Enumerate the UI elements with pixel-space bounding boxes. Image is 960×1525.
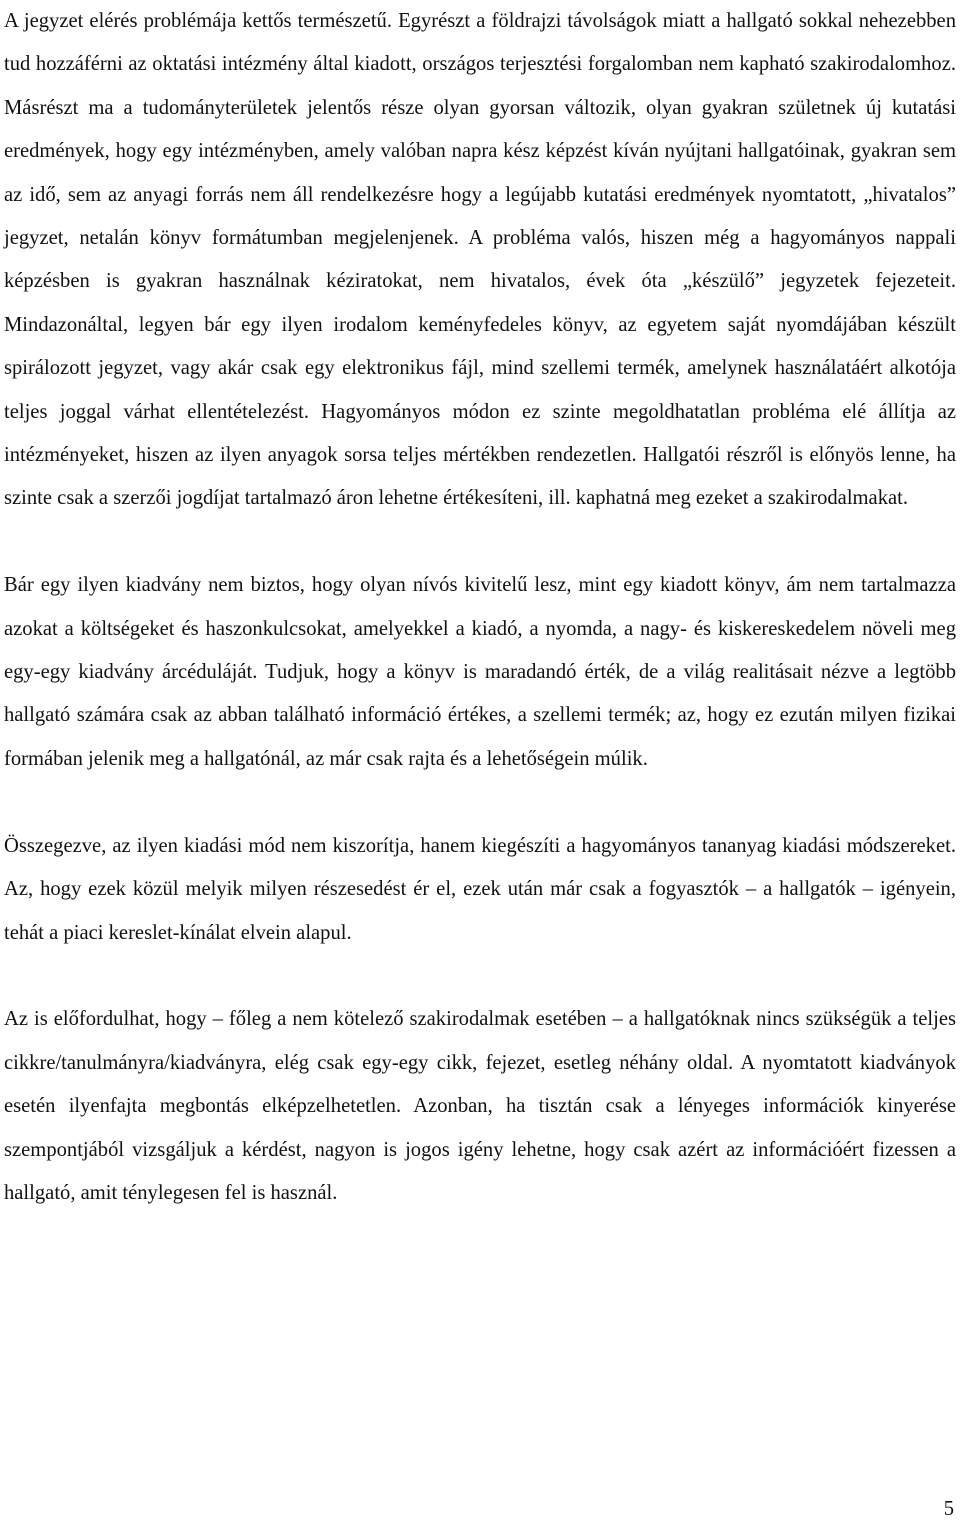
paragraph-gap [4, 955, 956, 998]
paragraph-3: Összegezve, az ilyen kiadási mód nem kiszorítja, hanem kiegészíti a hagyományos tananyag kiadási módszereket. Az, hogy ezek közül melyik milyen részesedést ér el, ezek után már csak a fogyasztók – a hallgatók – igényein, tehát a piaci kereslet-kínálat elvein alapul. [4, 834, 956, 944]
paragraph-2: Bár egy ilyen kiadvány nem biztos, hogy olyan nívós kivitelű lesz, mint egy kiadott könyv, ám nem tartalmazza azokat a költségeket és haszonkulcsokat, amelyekkel a kiadó, a nyomda, a nagy- és kiskereskedelem növeli meg egy-egy kiadvány árcéduláját. Tudjuk, hogy a könyv is maradandó érték, de a világ realitásait nézve a legtöbb hallgató számára csak az abban található információ értékes, a szellemi termék; az, hogy ez ezután milyen fizikai formában jelenik meg a hallgatónál, az már csak rajta és a lehetőségein múlik. [4, 574, 956, 770]
document-page [4, 0, 956, 1215]
page-number: 5 [943, 1498, 954, 1520]
paragraph-gap [4, 521, 956, 564]
paragraph-1: A jegyzet elérés problémája kettős természetű. Egyrészt a földrajzi távolságok miatt a hallgató sokkal nehezebben tud hozzáférni az oktatási intézmény által kiadott, országos terjesztési forgalomban nem kapható szakirodalomhoz. Másrészt ma a tudományterületek jelentős része olyan gyorsan változik, olyan gyakran születnek új kutatási eredmények, hogy egy intézményben, amely valóban napra kész képzést kíván nyújtani hallgatóinak, gyakran sem az idő, sem az anyagi forrás nem áll rendelkezésre hogy a legújabb kutatási eredmények nyomtatott, „hivatalos” jegyzet, netalán könyv formátumban megjelenjenek. A probléma valós, hiszen még a hagyományos nappali képzésben is gyakran használnak kéziratokat, nem hivatalos, évek óta „készülő” jegyzetek fejezeteit. Mindazonáltal, legyen bár egy ilyen irodalom keményfedeles könyv, az egyetem saját nyomdájában készült spirálozott jegyzet, vagy akár csak egy elektronikus fájl, mind szellemi termék, amelynek használatáért alkotója teljes joggal várhat ellentételezést. Hagyományos módon ez szinte megoldhatatlan probléma elé állítja az intézményeket, hiszen az ilyen anyagok sorsa teljes mértékben rendezetlen. Hallgatói részről is előnyös lenne, ha szinte csak a szerzői jogdíjat tartalmazó áron lehetne értékesíteni, ill. kaphatná meg ezeket a szakirodalmakat. [4, 10, 956, 510]
paragraph-gap [4, 781, 956, 824]
paragraph-4: Az is előfordulhat, hogy – főleg a nem kötelező szakirodalmak esetében – a hallgatóknak nincs szükségük a teljes cikkre/tanulmányra/kiadványra, elég csak egy-egy cikk, fejezet, esetleg néhány oldal. A nyomtatott kiadványok esetén ilyenfajta megbontás elképzelhetetlen. Azonban, ha tisztán csak a lényeges információk kinyerése szempontjából vizsgáljuk a kérdést, nagyon is jogos igény lehetne, hogy csak azért az információért fizessen a hallgató, amit ténylegesen fel is használ. [4, 1008, 956, 1204]
